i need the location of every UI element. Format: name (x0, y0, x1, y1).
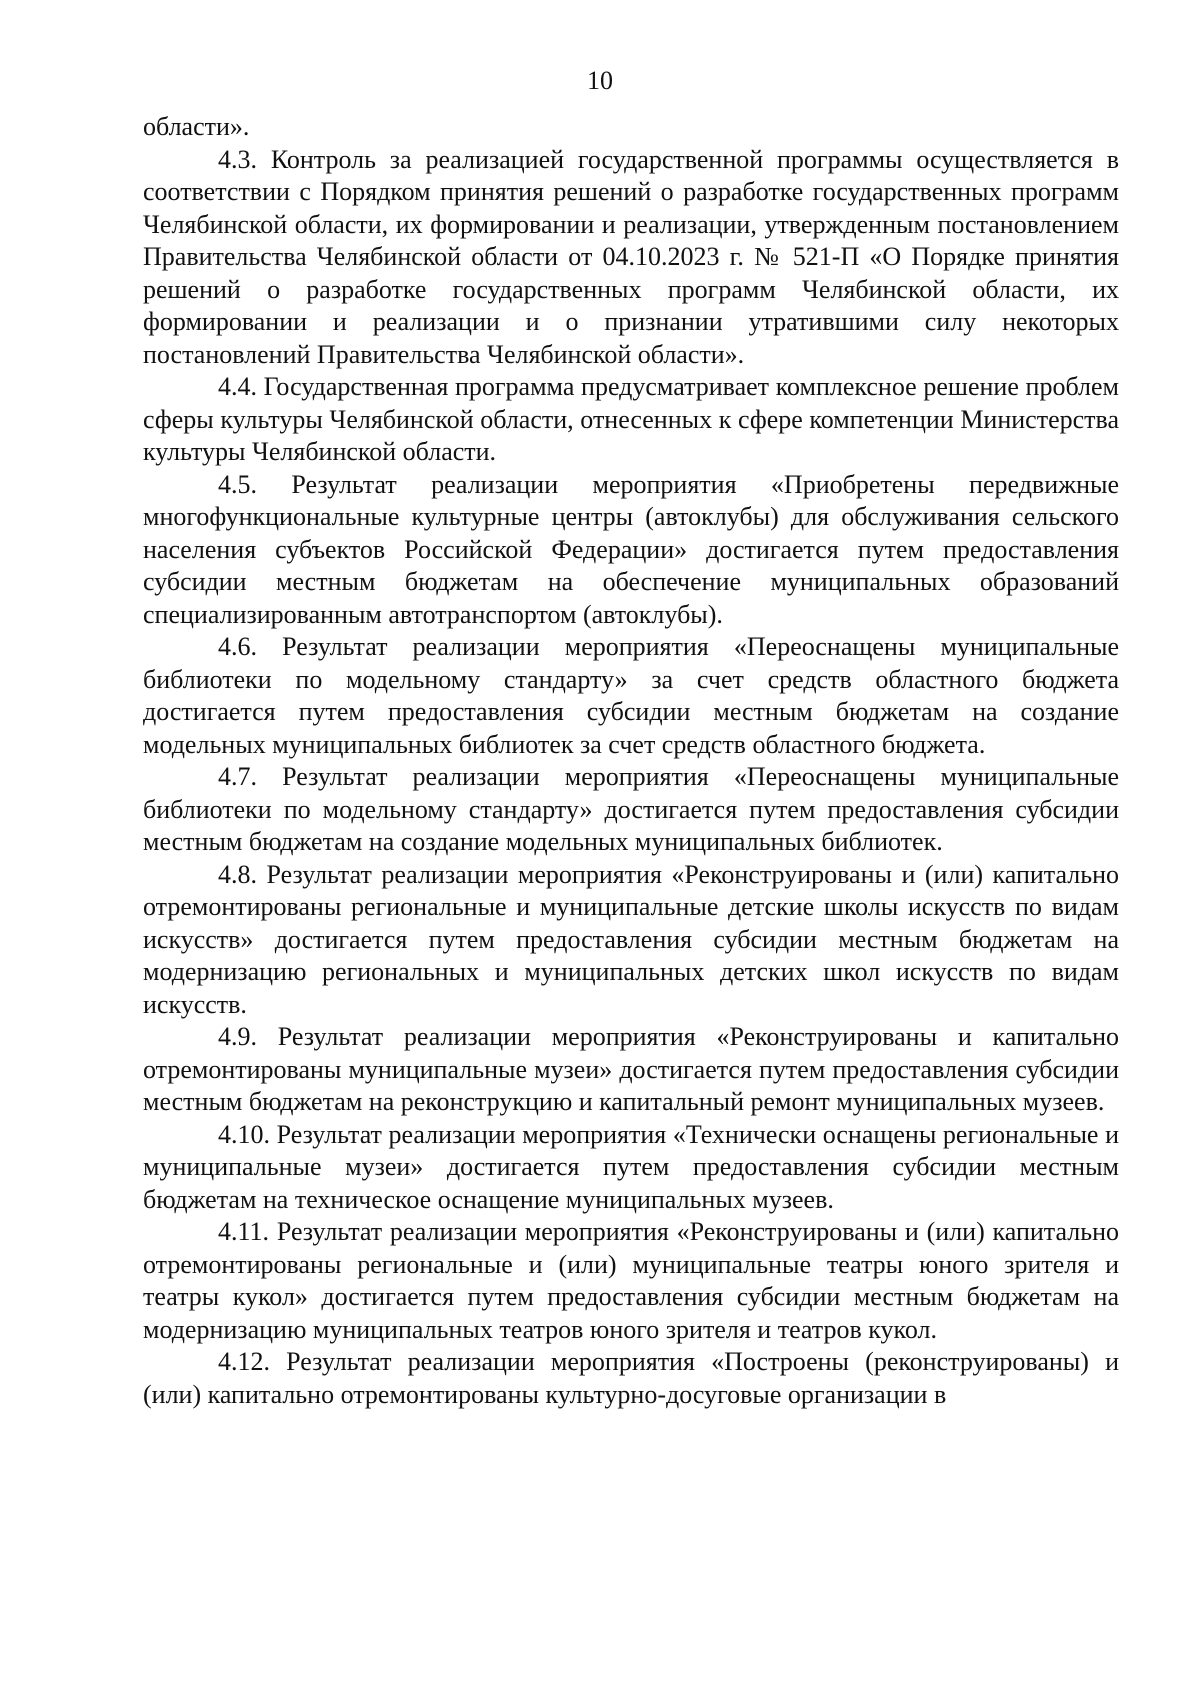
document-body (143, 111, 1119, 1411)
paragraph-4-10: 4.10. Результат реализации мероприятия «Технически оснащены региональные и муниципальные музеи» достигается путем предоставления субсидии местным бюджетам на техническое оснащение муниципальных музеев. (143, 1119, 1119, 1214)
paragraph-4-7: 4.7. Результат реализации мероприятия «Переоснащены муниципальные библиотеки по модельному стандарту» достигается путем предоставления субсидии местным бюджетам на создание модельных муниципальных библиотек. (143, 762, 1119, 856)
paragraph-4-3: 4.3. Контроль за реализацией государственной программы осуществляется в соответствии с Порядком принятия решений о разработке государственных программ Челябинской области, их формировании и реализации, утвержденным постановлением Правительства Челябинской области от 04.10.2023 г. № 521-П «О Порядке принятия решений о разработке государственных программ Челябинской области, их формировании и реализации и о признании утратившими силу некоторых постановлений Правительства Челябинской области». (143, 144, 1119, 369)
paragraph-4-9: 4.9. Результат реализации мероприятия «Реконструированы и капитально отремонтированы муниципальные музеи» достигается путем предоставления субсидии местным бюджетам на реконструкцию и капитальный ремонт муниципальных музеев. (143, 1022, 1119, 1116)
paragraph-4-4: 4.4. Государственная программа предусматривает комплексное решение проблем сферы культуры Челябинской области, отнесенных к сфере компетенции Министерства культуры Челябинской области. (143, 372, 1119, 466)
paragraph-4-5: 4.5. Результат реализации мероприятия «Приобретены передвижные многофункциональные культурные центры (автоклубы) для обслуживания сельского населения субъектов Российской Федерации» достигается путем предоставления субсидии местным бюджетам на обеспечение муниципальных образований специализированным автотранспортом (автоклубы). (143, 469, 1119, 629)
paragraph-4-12: 4.12. Результат реализации мероприятия «Построены (реконструированы) и (или) капитально отремонтированы культурно-досуговые организации в (143, 1347, 1119, 1409)
paragraph-4-6: 4.6. Результат реализации мероприятия «Переоснащены муниципальные библиотеки по модельному стандарту» за счет средств областного бюджета достигается путем предоставления субсидии местным бюджетам на создание модельных муниципальных библиотек за счет средств областного бюджета. (143, 632, 1119, 759)
paragraph-4-8: 4.8. Результат реализации мероприятия «Реконструированы и (или) капитально отремонтированы региональные и муниципальные детские школы искусств по видам искусств» достигается путем предоставления субсидии местным бюджетам на модернизацию региональных и муниципальных детских школ искусств по видам искусств. (143, 859, 1119, 1019)
paragraph-continuation: области». (143, 112, 250, 141)
page-number: 10 (587, 66, 613, 95)
paragraph-4-11: 4.11. Результат реализации мероприятия «Реконструированы и (или) капитально отремонтированы региональные и (или) муниципальные театры юного зрителя и театры кукол» достигается путем предоставления субсидии местным бюджетам на модернизацию муниципальных театров юного зрителя и театров кукол. (143, 1217, 1119, 1344)
